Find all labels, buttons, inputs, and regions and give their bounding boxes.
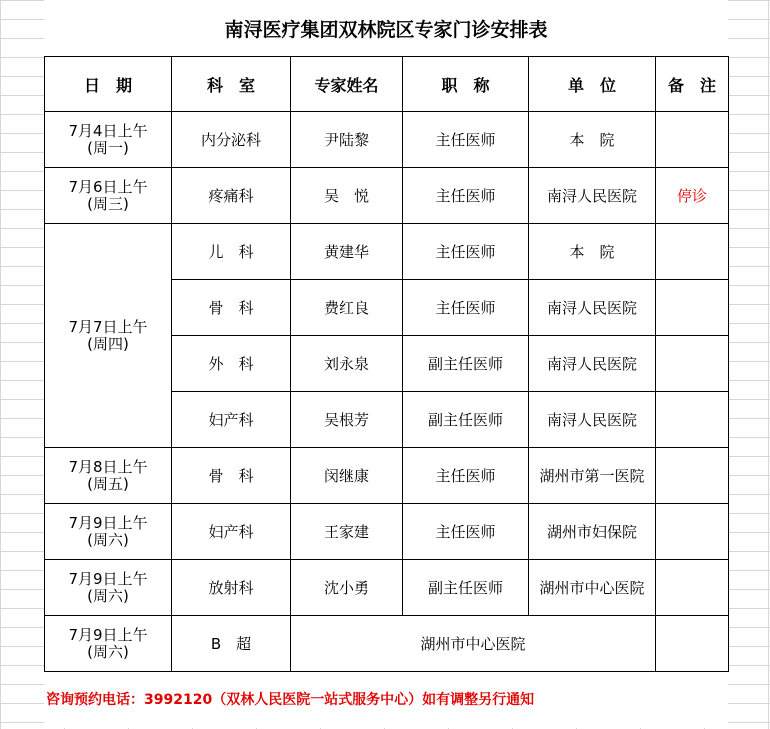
expert-name-cell: 尹陆黎 — [291, 112, 403, 168]
title-cell: 主任医师 — [403, 224, 529, 280]
table-row — [45, 616, 729, 672]
table-row — [45, 168, 729, 224]
remark-cell — [656, 224, 729, 280]
title-cell: 副主任医师 — [403, 560, 529, 616]
date-text: 7月4日上午 — [68, 121, 148, 140]
title-cell: 主任医师 — [403, 504, 529, 560]
dept-cell: 妇产科 — [172, 392, 291, 448]
unit-cell: 南浔人民医院 — [529, 280, 656, 336]
dept-cell: 骨 科 — [172, 448, 291, 504]
header-date: 日 期 — [45, 57, 172, 112]
weekday-text: (周六) — [87, 642, 129, 661]
dept-cell: 疼痛科 — [172, 168, 291, 224]
date-text: 7月8日上午 — [68, 457, 148, 476]
unit-cell: 南浔人民医院 — [529, 168, 656, 224]
dept-cell: B 超 — [172, 616, 291, 672]
date-text: 7月7日上午 — [68, 317, 148, 336]
unit-cell: 湖州市第一医院 — [529, 448, 656, 504]
weekday-text: (周一) — [87, 138, 129, 157]
date-text: 7月9日上午 — [68, 569, 148, 588]
expert-name-cell: 沈小勇 — [291, 560, 403, 616]
expert-name-cell: 闵继康 — [291, 448, 403, 504]
date-cell — [45, 616, 172, 672]
unit-cell: 湖州市妇保院 — [529, 504, 656, 560]
header-dept: 科 室 — [172, 57, 291, 112]
remark-cell — [656, 616, 729, 672]
dept-cell: 放射科 — [172, 560, 291, 616]
header-expert-name: 专家姓名 — [291, 57, 403, 112]
weekday-text: (周五) — [87, 474, 129, 493]
table-row — [45, 560, 729, 616]
unit-cell: 南浔人民医院 — [529, 392, 656, 448]
weekday-text: (周三) — [87, 194, 129, 213]
date-text: 7月6日上午 — [68, 177, 148, 196]
title-cell: 主任医师 — [403, 168, 529, 224]
dept-cell: 外 科 — [172, 336, 291, 392]
expert-name-cell: 吴根芳 — [291, 392, 403, 448]
remark-cell — [656, 560, 729, 616]
remark-cell — [656, 448, 729, 504]
unit-cell: 本 院 — [529, 112, 656, 168]
contact-notice: 咨询预约电话：3992120（双林人民医院一站式服务中心）如有调整另行通知 — [46, 692, 535, 708]
expert-name-cell: 费红良 — [291, 280, 403, 336]
title-cell: 主任医师 — [403, 280, 529, 336]
date-cell — [45, 224, 172, 448]
unit-cell: 本 院 — [529, 224, 656, 280]
merged-unit-cell: 湖州市中心医院 — [291, 616, 656, 672]
remark-cell — [656, 280, 729, 336]
expert-name-cell: 刘永泉 — [291, 336, 403, 392]
date-text: 7月9日上午 — [68, 513, 148, 532]
date-text: 7月9日上午 — [68, 625, 148, 644]
schedule-table — [44, 56, 729, 672]
remark-cell — [656, 112, 729, 168]
title-cell: 副主任医师 — [403, 392, 529, 448]
header-title: 职 称 — [403, 57, 529, 112]
remark-cell-suspended: 停诊 — [656, 168, 729, 224]
header-unit: 单 位 — [529, 57, 656, 112]
table-row — [45, 504, 729, 560]
expert-name-cell: 黄建华 — [291, 224, 403, 280]
table-row — [45, 112, 729, 168]
remark-cell — [656, 336, 729, 392]
title-cell: 主任医师 — [403, 448, 529, 504]
page-title: 南浔医疗集团双林院区专家门诊安排表 — [224, 19, 548, 41]
date-cell — [45, 504, 172, 560]
unit-cell: 南浔人民医院 — [529, 336, 656, 392]
date-cell — [45, 448, 172, 504]
expert-name-cell: 吴 悦 — [291, 168, 403, 224]
dept-cell: 妇产科 — [172, 504, 291, 560]
dept-cell: 骨 科 — [172, 280, 291, 336]
remark-cell — [656, 504, 729, 560]
header-remark: 备 注 — [656, 57, 729, 112]
dept-cell: 内分泌科 — [172, 112, 291, 168]
title-cell: 副主任医师 — [403, 336, 529, 392]
remark-cell — [656, 392, 729, 448]
weekday-text: (周六) — [87, 530, 129, 549]
date-cell — [45, 168, 172, 224]
weekday-text: (周四) — [87, 334, 129, 353]
weekday-text: (周六) — [87, 586, 129, 605]
date-cell — [45, 112, 172, 168]
expert-name-cell: 王家建 — [291, 504, 403, 560]
dept-cell: 儿 科 — [172, 224, 291, 280]
date-cell — [45, 560, 172, 616]
unit-cell: 湖州市中心医院 — [529, 560, 656, 616]
table-row — [45, 224, 729, 280]
header-row — [45, 57, 729, 112]
table-row — [45, 448, 729, 504]
title-cell: 主任医师 — [403, 112, 529, 168]
